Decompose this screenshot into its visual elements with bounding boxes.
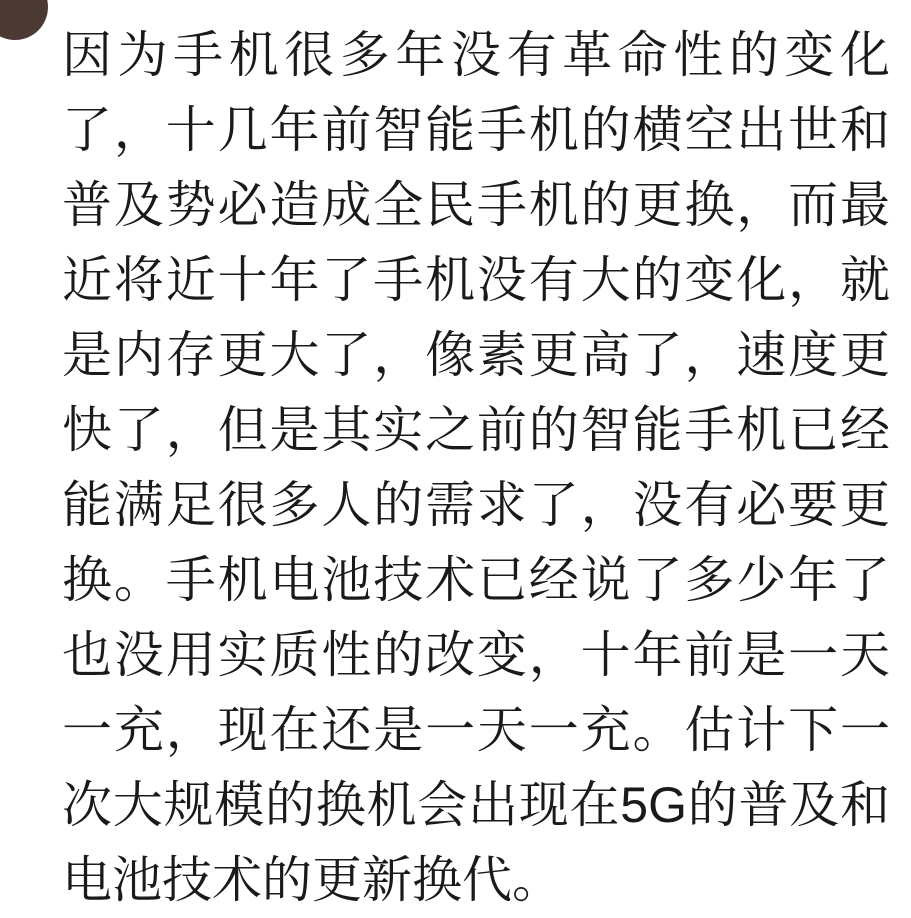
avatar — [0, 0, 48, 40]
comment-text: 因为手机很多年没有革命性的变化了，十几年前智能手机的横空出世和普及势必造成全民手机的更换，而最近将近十年了手机没有大的变化，就是内存更大了，像素更高了，速度更快了，但是其实之前的智能手机已经能满足很多人的需求了，没有必要更换。手机电池技术已经说了多少年了也没用实质性的改变，十年前是一天一充，现在还是一天一充。估计下一次大规模的换机会出现在5G的普及和电池技术的更新换代。 — [62, 27, 890, 908]
